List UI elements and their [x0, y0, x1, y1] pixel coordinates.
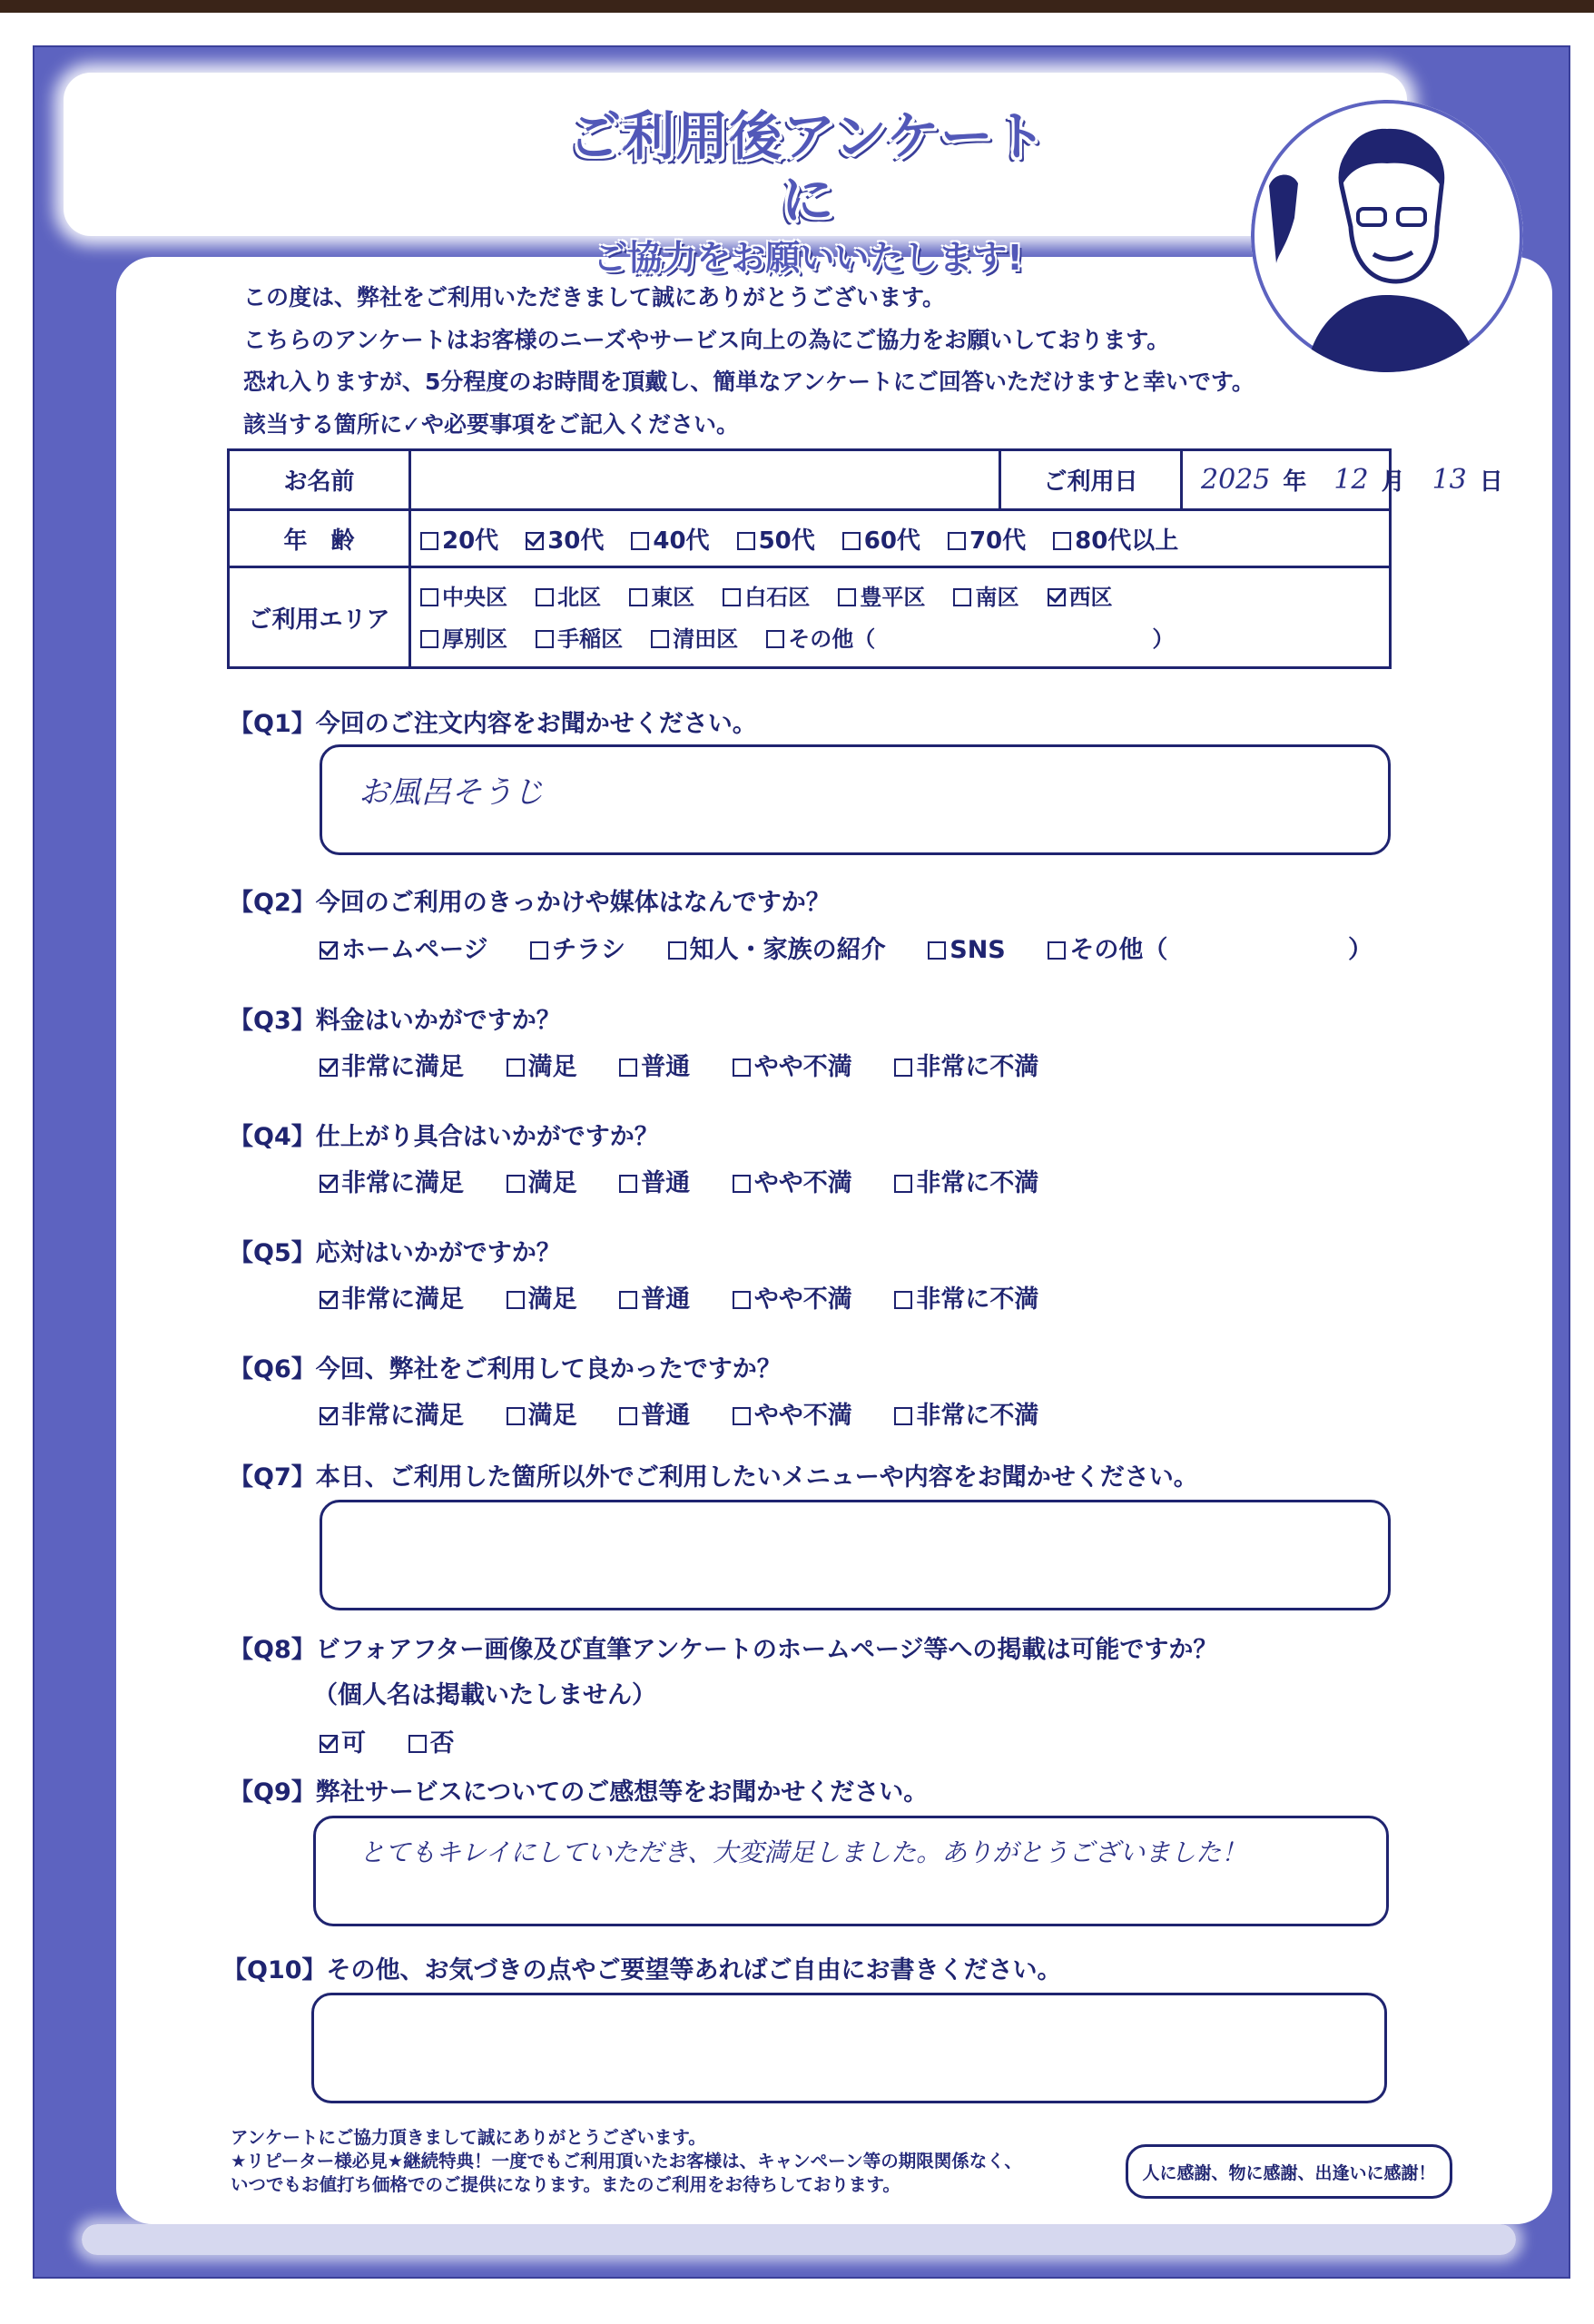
area-option[interactable]: 清田区	[651, 621, 738, 653]
q8-note: （個人名は掲載いたしません）	[313, 1681, 656, 1709]
checkbox[interactable]	[619, 1407, 637, 1425]
motto-badge: 人に感謝、物に感謝、出逢いに感謝！	[1126, 2144, 1452, 2199]
q3-option[interactable]: 普通	[619, 1047, 690, 1082]
date-day: 13	[1432, 464, 1467, 496]
footer-fade	[82, 2224, 1516, 2255]
intro-line: 恐れ入りますが、5分程度のお時間を頂戴し、簡単なアンケートにご回答いただけますと幸いです。	[243, 369, 1255, 395]
q2-option-other[interactable]: その他（	[1048, 930, 1167, 965]
checkbox[interactable]	[894, 1175, 912, 1193]
name-field[interactable]	[411, 451, 1001, 508]
checkbox[interactable]	[507, 1291, 525, 1309]
q2-label: 【Q2】今回のご利用のきっかけや媒体はなんですか？	[229, 889, 831, 917]
header	[563, 104, 1053, 281]
q2-option[interactable]: チラシ	[530, 930, 625, 965]
age-option[interactable]: 40代	[631, 522, 709, 556]
checkbox[interactable]	[733, 1175, 751, 1193]
area-option[interactable]: 西区	[1048, 579, 1113, 611]
checkbox[interactable]	[619, 1291, 637, 1309]
age-option[interactable]: 20代	[420, 522, 498, 556]
age-option[interactable]: 50代	[737, 522, 815, 556]
q6-option[interactable]: 満足	[507, 1395, 577, 1431]
checkbox[interactable]	[766, 630, 784, 648]
q9-answer: とてもキレイにしていただき、大変満足しました。ありがとうございました！	[359, 1837, 1247, 1867]
checkbox[interactable]	[894, 1059, 912, 1077]
checkbox[interactable]	[619, 1175, 637, 1193]
q8-options	[320, 1723, 489, 1758]
checkbox[interactable]	[420, 532, 438, 550]
photo-background-edge	[0, 0, 1594, 13]
q4-option[interactable]: 非常に不満	[894, 1163, 1038, 1198]
q5-options	[320, 1279, 1073, 1315]
q6-option[interactable]: 非常に満足	[320, 1395, 464, 1431]
q1-answer: お風呂そうじ	[359, 774, 544, 811]
q3-options	[320, 1047, 1073, 1082]
checkbox[interactable]	[420, 630, 438, 648]
checkbox[interactable]	[420, 588, 438, 606]
age-label: 年 齢	[230, 511, 411, 566]
checkbox[interactable]	[668, 941, 686, 960]
area-options-row1	[420, 579, 1389, 611]
customer-info-table	[227, 448, 1503, 669]
checkbox-checked[interactable]	[320, 1735, 338, 1753]
q7-answer-box[interactable]	[320, 1500, 1391, 1610]
q3-label: 【Q3】料金はいかがですか？	[229, 1007, 561, 1035]
area-option[interactable]: 中央区	[420, 579, 507, 611]
q4-option[interactable]: やや不満	[733, 1163, 852, 1198]
checkbox[interactable]	[737, 532, 755, 550]
q3-option[interactable]: やや不満	[733, 1047, 852, 1082]
q3-option[interactable]: 非常に不満	[894, 1047, 1038, 1082]
footer-line: いつでもお値打ち価格でのご提供になります。またのご利用をお待ちしております。	[231, 2174, 900, 2195]
footer-text	[231, 2126, 1084, 2197]
year-unit: 年	[1283, 468, 1307, 496]
checkbox[interactable]	[651, 630, 669, 648]
area-option[interactable]: 豊平区	[838, 579, 925, 611]
area-option[interactable]: 北区	[536, 579, 601, 611]
checkbox[interactable]	[928, 941, 946, 960]
area-option-other[interactable]: その他（	[766, 621, 875, 653]
q6-option[interactable]: 非常に不満	[894, 1395, 1038, 1431]
q4-options	[320, 1163, 1073, 1198]
q8-option-no[interactable]: 否	[408, 1723, 455, 1758]
q9-label: 【Q9】弊社サービスについてのご感想等をお聞かせください。	[229, 1778, 929, 1807]
checkbox-checked[interactable]	[320, 1059, 338, 1077]
q2-option[interactable]: ホームページ	[320, 930, 487, 965]
intro-line: 該当する箇所に✓や必要事項をご記入ください。	[243, 410, 739, 438]
checkbox[interactable]	[723, 588, 741, 606]
checkbox[interactable]	[733, 1291, 751, 1309]
intro-line: この度は、弊社をご利用いただきまして誠にありがとうございます。	[243, 284, 946, 310]
q1-label: 【Q1】今回のご注文内容をお聞かせください。	[229, 710, 757, 738]
q5-label: 【Q5】応対はいかがですか？	[229, 1239, 561, 1267]
name-date-row	[230, 451, 1503, 511]
date-month: 12	[1333, 464, 1369, 496]
area-option[interactable]: 厚別区	[420, 621, 507, 653]
q2-options	[320, 930, 1407, 965]
checkbox[interactable]	[629, 588, 647, 606]
checkbox[interactable]	[507, 1059, 525, 1077]
age-option[interactable]: 30代	[526, 522, 604, 556]
age-options	[420, 511, 1389, 566]
page-title: ご利用後アンケートに	[568, 105, 1048, 231]
checkbox[interactable]	[838, 588, 856, 606]
q4-option[interactable]: 非常に満足	[320, 1163, 464, 1198]
area-options-row2	[420, 621, 1389, 653]
age-option[interactable]: 60代	[842, 522, 920, 556]
checkbox[interactable]	[536, 630, 554, 648]
q10-label: 【Q10】その他、お気づきの点やご要望等あればご自由にお書きください。	[222, 1956, 1062, 1984]
checkbox[interactable]	[733, 1059, 751, 1077]
date-label: ご利用日	[1001, 451, 1183, 508]
q4-label: 【Q4】仕上がり具合はいかがですか？	[229, 1123, 659, 1151]
footer-line: ★リピーター様必見★継続特典！一度でもご利用頂いたお客様は、キャンペーン等の期限関係なく、	[231, 2151, 1022, 2171]
checkbox-checked[interactable]	[320, 941, 338, 960]
age-row	[230, 511, 1389, 568]
area-other-close: ）	[1152, 626, 1175, 652]
q4-option[interactable]: 普通	[619, 1163, 690, 1198]
checkbox-checked[interactable]	[320, 1407, 338, 1425]
q7-label: 【Q7】本日、ご利用した箇所以外でご利用したいメニューや内容をお聞かせください。	[229, 1463, 1198, 1492]
checkbox[interactable]	[530, 941, 548, 960]
checkbox[interactable]	[631, 532, 649, 550]
checkbox[interactable]	[894, 1407, 912, 1425]
checkbox[interactable]	[894, 1291, 912, 1309]
checkbox[interactable]	[1048, 941, 1066, 960]
date-field[interactable]	[1183, 451, 1503, 508]
checkbox[interactable]	[1053, 532, 1071, 550]
q5-option[interactable]: 普通	[619, 1279, 690, 1315]
checkbox-checked[interactable]	[1048, 588, 1066, 606]
q8-label: 【Q8】ビフォアフター画像及び直筆アンケートのホームページ等への掲載は可能ですか？	[229, 1636, 1218, 1664]
q2-other-close: ）	[1347, 936, 1373, 964]
area-label: ご利用エリア	[230, 568, 411, 666]
area-option[interactable]: 南区	[953, 579, 1018, 611]
name-label: お名前	[230, 451, 411, 508]
q9-answer-box[interactable]	[313, 1816, 1389, 1926]
checkbox-checked[interactable]	[320, 1175, 338, 1193]
checkbox[interactable]	[733, 1407, 751, 1425]
checkbox[interactable]	[408, 1735, 427, 1753]
checkbox[interactable]	[842, 532, 861, 550]
q4-option[interactable]: 満足	[507, 1163, 577, 1198]
q5-option[interactable]: 非常に満足	[320, 1279, 464, 1315]
area-option[interactable]: 東区	[629, 579, 694, 611]
checkbox[interactable]	[953, 588, 971, 606]
area-option[interactable]: 手稲区	[536, 621, 623, 653]
q3-option[interactable]: 満足	[507, 1047, 577, 1082]
checkbox[interactable]	[948, 532, 966, 550]
checkbox[interactable]	[619, 1059, 637, 1077]
day-unit: 日	[1479, 468, 1503, 496]
area-row	[230, 568, 1389, 666]
month-unit: 月	[1381, 468, 1405, 496]
q6-label: 【Q6】今回、弊社をご利用して良かったですか？	[229, 1355, 782, 1384]
q2-option[interactable]: 知人・家族の紹介	[668, 930, 886, 965]
q2-option[interactable]: SNS	[928, 936, 1006, 964]
q3-option[interactable]: 非常に満足	[320, 1047, 464, 1082]
q5-option[interactable]: やや不満	[733, 1279, 852, 1315]
checkbox[interactable]	[507, 1175, 525, 1193]
intro-line: こちらのアンケートはお客様のニーズやサービス向上の為にご協力をお願いしております。	[243, 326, 1170, 353]
age-option[interactable]: 70代	[948, 522, 1026, 556]
checkbox-checked[interactable]	[526, 532, 544, 550]
intro-text	[243, 277, 1296, 446]
q5-option[interactable]: 非常に不満	[894, 1279, 1038, 1315]
q8-option-yes[interactable]: 可	[320, 1723, 366, 1758]
q6-options	[320, 1395, 1073, 1431]
page-subtitle: ご協力をお願いいたします!	[593, 238, 1023, 278]
q5-option[interactable]: 満足	[507, 1279, 577, 1315]
q10-answer-box[interactable]	[311, 1993, 1387, 2103]
date-year: 2025	[1201, 464, 1271, 496]
checkbox[interactable]	[536, 588, 554, 606]
q6-option[interactable]: 普通	[619, 1395, 690, 1431]
q6-option[interactable]: やや不満	[733, 1395, 852, 1431]
q1-answer-box[interactable]	[320, 744, 1391, 855]
age-option[interactable]: 80代以上	[1053, 522, 1178, 556]
area-option[interactable]: 白石区	[723, 579, 810, 611]
checkbox-checked[interactable]	[320, 1291, 338, 1309]
checkbox[interactable]	[507, 1407, 525, 1425]
footer-line: アンケートにご協力頂きまして誠にありがとうございます。	[231, 2127, 706, 2148]
